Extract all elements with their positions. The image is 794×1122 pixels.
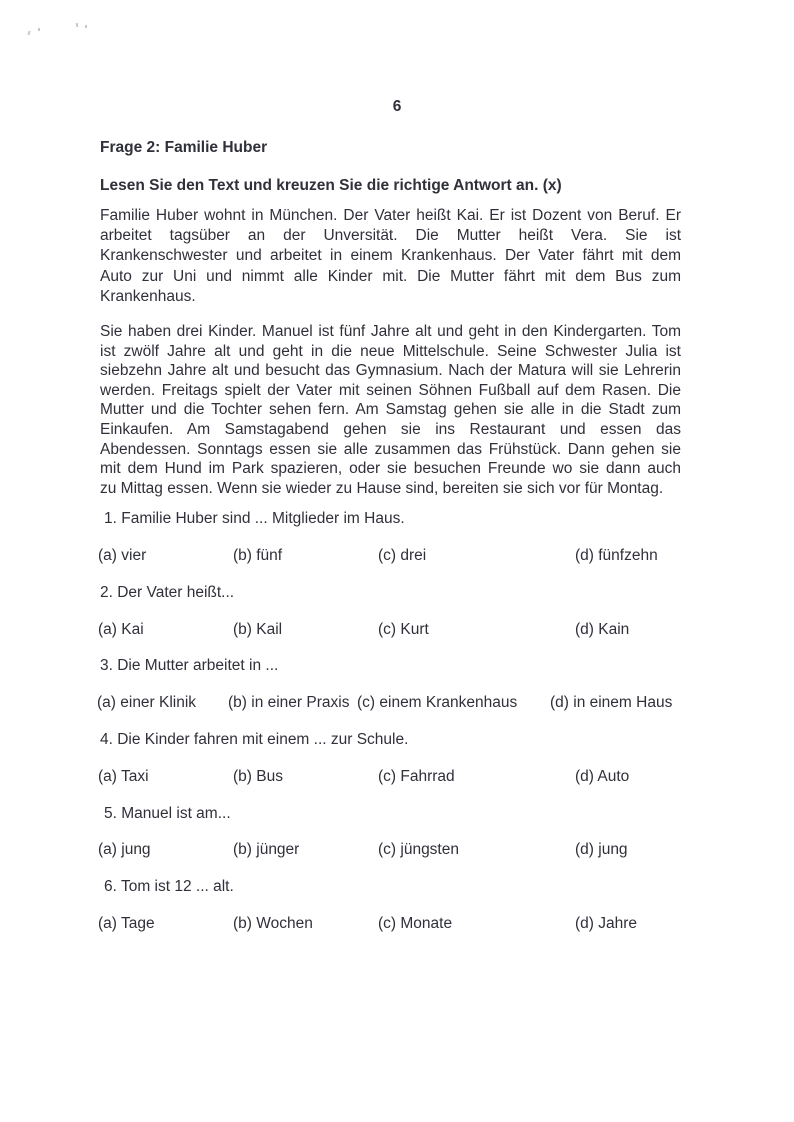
page-number: 6 (392, 98, 402, 115)
question-6-option-b[interactable]: (b) Wochen (233, 915, 313, 932)
question-2-text: 2. Der Vater heißt... (100, 584, 235, 601)
question-1-option-d[interactable]: (d) fünfzehn (575, 547, 658, 564)
question-4-option-d[interactable]: (d) Auto (575, 768, 630, 785)
question-1-option-b[interactable]: (b) fünf (233, 547, 283, 564)
question-6-options (98, 915, 738, 933)
paragraph-line: Familie Huber wohnt in München. Der Vater heißt Kai. Er ist Dozent von Beruf. Er (100, 207, 681, 224)
question-3-options (97, 694, 737, 712)
question-4-text: 4. Die Kinder fahren mit einem ... zur Schule. (100, 731, 409, 748)
question-6-option-c[interactable]: (c) Monate (378, 915, 453, 932)
scan-speck (85, 25, 87, 28)
question-5-options (98, 841, 738, 859)
question-4-option-b[interactable]: (b) Bus (233, 768, 283, 785)
paragraph-line: Sie haben drei Kinder. Manuel ist fünf Jahre alt und geht in den Kindergarten. Tom (100, 323, 681, 340)
paragraph-line: Auto zur Uni und nimmt alle Kinder mit. Die Mutter fährt mit dem Bus zum (100, 267, 681, 285)
scan-speck (27, 31, 30, 35)
question-section-heading: Frage 2: Familie Huber (100, 139, 268, 156)
paragraph-line: ist zwölf Jahre alt und geht in die neue Mittelschule. Seine Schwester Julia ist (100, 342, 681, 360)
reading-text-paragraph-2 (100, 322, 681, 498)
question-2-options (98, 621, 738, 639)
question-3-option-b[interactable]: (b) in einer Praxis (228, 694, 350, 711)
paragraph-line: Mutter und die Tochter sehen fern. Am Samstag gehen sie alle in die Stadt zum (100, 401, 681, 419)
question-5-option-b[interactable]: (b) jünger (233, 841, 300, 858)
question-5-option-d[interactable]: (d) jung (575, 841, 628, 858)
paragraph-line: mit dem Hund im Park spazieren, oder sie besuchen Freunde wo sie dann auch (100, 460, 681, 478)
paragraph-line: siebzehn Jahre alt und besucht das Gymnasium. Nach der Matura will sie Lehrerin (100, 362, 681, 380)
question-1-text: 1. Familie Huber sind ... Mitglieder im Haus. (104, 510, 405, 527)
question-3-text: 3. Die Mutter arbeitet in ... (100, 657, 279, 674)
question-2-option-a[interactable]: (a) Kai (98, 621, 144, 638)
question-4-option-c[interactable]: (c) Fahrrad (378, 768, 455, 785)
question-3-option-a[interactable]: (a) einer Klinik (97, 694, 197, 711)
question-1-options (98, 547, 738, 565)
question-3-option-c[interactable]: (c) einem Krankenhaus (357, 694, 518, 711)
question-2-option-c[interactable]: (c) Kurt (378, 621, 429, 638)
question-4-option-a[interactable]: (a) Taxi (98, 768, 149, 785)
question-6-option-a[interactable]: (a) Tage (98, 915, 155, 932)
question-5-option-a[interactable]: (a) jung (98, 841, 151, 858)
paragraph-line: Krankenhaus. (100, 287, 196, 305)
paragraph-line: Abendessen. Sonntags essen sie alle zusammen das Frühstück. Dann gehen sie (100, 440, 681, 458)
question-5-option-c[interactable]: (c) jüngsten (378, 841, 459, 858)
question-4-options (98, 768, 738, 786)
instruction-line: Lesen Sie den Text und kreuzen Sie die richtige Antwort an. (x) (100, 177, 562, 194)
paragraph-line: Krankenschwester und arbeitet in einem Krankenhaus. Der Vater fährt mit dem (100, 247, 681, 265)
question-5-text: 5. Manuel ist am... (104, 805, 231, 822)
paragraph-line: Einkaufen. Am Samstagabend gehen sie ins Restaurant und essen das (100, 420, 681, 438)
paragraph-line: werden. Freitags spielt der Vater mit seinen Söhnen Fußball auf dem Rasen. Die (100, 381, 681, 399)
question-6-option-d[interactable]: (d) Jahre (575, 915, 638, 932)
paragraph-line: arbeitet tagsüber an der Unversität. Die Mutter heißt Vera. Sie ist (100, 227, 681, 245)
question-6-text: 6. Tom ist 12 ... alt. (104, 878, 234, 895)
reading-text-paragraph-1 (100, 206, 681, 307)
paragraph-line: zu Mittag essen. Wenn sie wieder zu Hause sind, bereiten sie sich vor für Montag. (100, 479, 664, 497)
question-2-option-d[interactable]: (d) Kain (575, 621, 630, 638)
question-2-option-b[interactable]: (b) Kail (233, 621, 283, 638)
scan-speck (76, 23, 79, 27)
scan-speck (38, 28, 40, 31)
question-1-option-c[interactable]: (c) drei (378, 547, 427, 564)
question-1-option-a[interactable]: (a) vier (98, 547, 147, 564)
question-3-option-d[interactable]: (d) in einem Haus (550, 694, 673, 711)
